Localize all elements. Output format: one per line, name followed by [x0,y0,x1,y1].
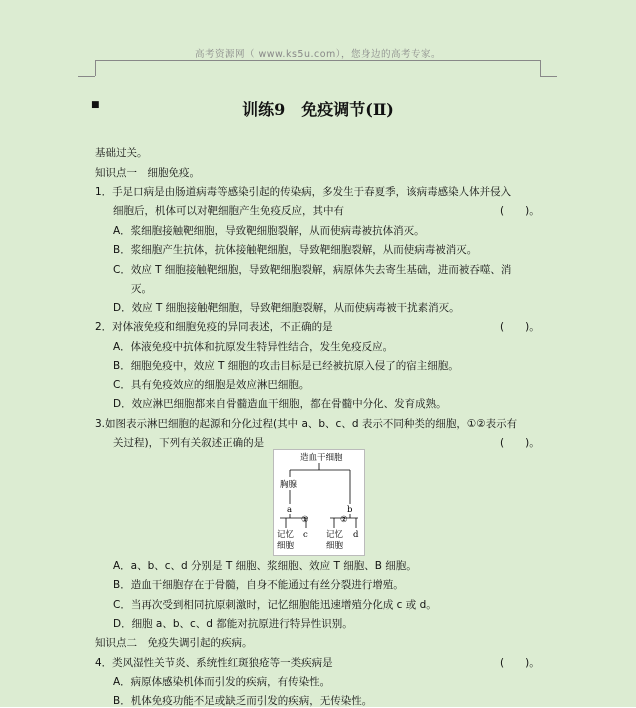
header-rule-left [78,76,95,77]
question-1-line-1: 1．手足口病是由肠道病毒等感染引起的传染病，多发生于春夏季，该病毒感染人体并侵入 [95,186,512,198]
diagram-thymus: 胸腺 [280,480,298,490]
diagram-cell-b: b [347,505,353,515]
q2-option-a: A．体液免疫中抗体和抗原发生特异性结合，发生免疫反应。 [113,341,394,353]
q1-option-c-cont: 灭。 [131,283,152,295]
diagram-svg [274,450,364,555]
q1-option-c: C．效应 T 细胞接触靶细胞，导致靶细胞裂解，病原体失去寄生基础，进而被吞噬、消 [113,264,512,276]
diagram-memory-left-2: 细胞 [277,541,295,551]
diagram-cell-d: d [353,530,359,540]
q3-option-d: D．细胞 a、b、c、d 都能对抗原进行特异性识别。 [113,618,353,630]
q3-option-a: A．a、b、c、d 分别是 T 细胞、浆细胞、效应 T 细胞、B 细胞。 [113,560,417,572]
diagram-memory-left-1: 记忆 [277,530,295,540]
diagram-cell-c: c [303,530,308,540]
answer-paren-1: ( )。 [500,205,540,217]
q4-option-a: A．病原体感染机体而引发的疾病，有传染性。 [113,676,331,688]
q2-option-d: D．效应淋巴细胞都来自骨髓造血干细胞，都在骨髓中分化、发育成熟。 [113,398,447,410]
q2-option-c: C．具有免疫效应的细胞是效应淋巴细胞。 [113,379,310,391]
page-header: 高考资源网（ www.ks5u.com），您身边的高考专家。 [194,49,442,60]
diagram-step-1: ① [301,515,309,525]
q3-option-c: C．当再次受到相同抗原刺激时，记忆细胞能迅速增殖分化成 c 或 d。 [113,599,437,611]
page-title: 训练9 免疫调节(Ⅱ) [242,100,394,119]
question-4: 4．类风湿性关节炎、系统性红斑狼疮等一类疾病是 [95,657,333,669]
header-corner-right [540,60,541,76]
q3-option-b: B．造血干细胞存在于骨髓，自身不能通过有丝分裂进行增殖。 [113,579,404,591]
diagram-memory-right-2: 细胞 [326,541,344,551]
lymphocyte-origin-diagram [273,449,365,556]
section-basic: 基础过关。 [95,147,148,159]
q1-option-d: D．效应 T 细胞接触靶细胞，导致靶细胞裂解，从而使病毒被干扰素消灭。 [113,302,460,314]
header-rule [95,60,541,61]
diagram-stem-cell: 造血干细胞 [300,453,343,463]
answer-paren-2: ( )。 [500,321,540,333]
diagram-cell-a: a [287,505,293,515]
question-2: 2．对体液免疫和细胞免疫的异同表述，不正确的是 [95,321,333,333]
title-bullet: ■ [91,100,100,110]
header-rule-right [540,76,557,77]
q4-option-b: B．机体免疫功能不足或缺乏而引发的疾病，无传染性。 [113,695,373,707]
answer-paren-3: ( )。 [500,437,540,449]
diagram-step-2: ② [340,515,348,525]
diagram-memory-right-1: 记忆 [326,530,344,540]
knowledge-point-1: 知识点一 细胞免疫。 [95,167,200,179]
question-1-line-2: 细胞后，机体可以对靶细胞产生免疫反应，其中有 [113,205,344,217]
answer-paren-4: ( )。 [500,657,540,669]
question-3-line-1: 3.如图表示淋巴细胞的起源和分化过程(其中 a、b、c、d 表示不同种类的细胞，①②表示有 [95,418,518,430]
header-corner-left [95,60,96,76]
knowledge-point-2: 知识点二 免疫失调引起的疾病。 [95,637,253,649]
q2-option-b: B．细胞免疫中，效应 T 细胞的攻击目标是已经被抗原入侵了的宿主细胞。 [113,360,459,372]
q1-option-a: A．浆细胞接触靶细胞，导致靶细胞裂解，从而使病毒被抗体消灭。 [113,225,425,237]
question-3-line-2: 关过程)，下列有关叙述正确的是 [113,437,265,449]
q1-option-b: B．浆细胞产生抗体，抗体接触靶细胞，导致靶细胞裂解，从而使病毒被消灭。 [113,244,478,256]
